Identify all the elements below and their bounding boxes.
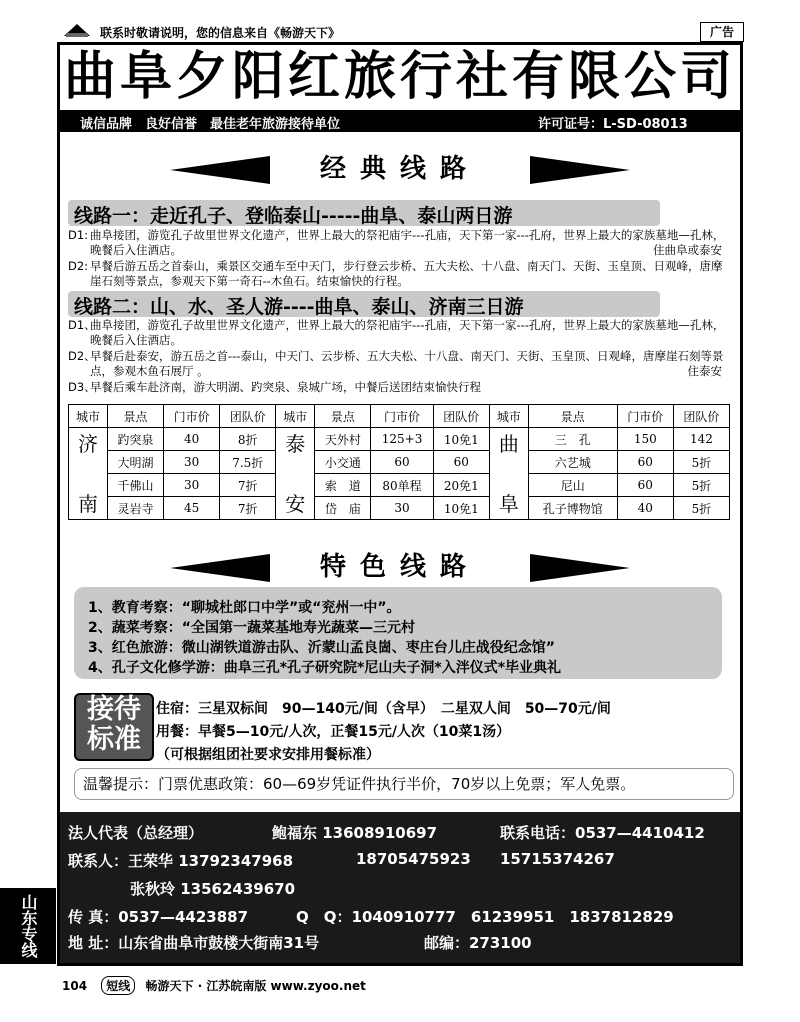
slogan: 诚信品牌 良好信誉 最佳老年旅游接待单位 xyxy=(80,117,341,132)
city-cell: 济 南 xyxy=(69,428,108,520)
classic-routes-title: 经典线路 xyxy=(319,154,480,184)
table-cell: 20免1 xyxy=(433,474,489,497)
legal-rep-label: 法人代表（总经理） xyxy=(68,824,204,842)
price-table xyxy=(68,404,730,520)
table-row xyxy=(69,428,730,451)
badge-line: 接待 xyxy=(87,694,141,725)
table-cell: 60 xyxy=(433,451,489,474)
company-name: 曲阜夕阳红旅行社有限公司 xyxy=(63,47,736,107)
header-cell: 景点 xyxy=(108,405,164,428)
table-cell: 三 孔 xyxy=(528,428,617,451)
table-cell: 60 xyxy=(371,451,433,474)
route1-title-bar xyxy=(68,200,660,226)
table-header-row xyxy=(69,405,730,428)
day-tag: D2: xyxy=(68,259,89,273)
table-cell: 8折 xyxy=(220,428,276,451)
route2-day2 xyxy=(68,349,730,379)
table-cell: 小交通 xyxy=(315,451,371,474)
day-text: 早餐后赴泰安，游五岳之首---泰山，中天门、云步桥、五大夫松、十八盘、南天门、天街、玉皇顶、日观峰，唐摩崖石刻等景点，参观木鱼石展厅 。 xyxy=(90,349,724,378)
city-cell: 曲 阜 xyxy=(489,428,528,520)
table-cell: 7折 xyxy=(220,474,276,497)
header-cell: 门市价 xyxy=(617,405,673,428)
table-cell: 40 xyxy=(164,428,220,451)
table-cell: 10免1 xyxy=(433,497,489,520)
day-stay: 住曲阜或泰安 xyxy=(653,243,722,257)
table-cell: 大明湖 xyxy=(108,451,164,474)
fax: 传 真：0537—4423887 xyxy=(68,908,249,926)
route2-day3 xyxy=(68,380,730,396)
table-cell: 千佛山 xyxy=(108,474,164,497)
table-cell: 60 xyxy=(617,451,673,474)
table-row xyxy=(69,451,730,474)
footer-text: 畅游天下 · 江苏皖南版 www.zyoo.net xyxy=(145,979,366,993)
header-cell: 门市价 xyxy=(164,405,220,428)
header-cell: 城市 xyxy=(276,405,315,428)
table-cell: 岱 庙 xyxy=(315,497,371,520)
day-text: 曲阜接团，游览孔子故里世界文化遗产，世界上最大的祭祀庙宇---孔庙，天下第一家---孔府，世界上最大的家族墓地—孔林，晚餐后入住酒店。 xyxy=(90,318,725,347)
day-text: 早餐后游五岳之首泰山，乘景区交通车至中天门，步行登云步桥、五大夫松、十八盘、南天门、天街、玉皇顶、日观峰，唐摩崖石刻等景点，参观天下第一奇石--木鱼石。结束愉快的行程。 xyxy=(90,259,723,288)
contact-mobile-3: 15715374267 xyxy=(500,850,615,868)
route1-title: 线路一：走近孔子、登临泰山-----曲阜、泰山两日游 xyxy=(74,205,513,227)
contact-person: 联系人：王荣华 13792347968 xyxy=(68,852,294,870)
table-cell: 150 xyxy=(617,428,673,451)
contact-phone: 联系电话：0537—4410412 xyxy=(500,824,705,842)
lodging-info: 住宿：三星双标间 90—140元/间（含早） 二星双人间 50—70元/间 xyxy=(156,701,611,717)
day-tag: D3、 xyxy=(68,380,96,394)
contact-mobile-2: 18705475923 xyxy=(356,850,471,868)
table-cell: 趵突泉 xyxy=(108,428,164,451)
table-cell: 7.5折 xyxy=(220,451,276,474)
reception-standard-badge xyxy=(74,693,154,761)
table-cell: 5折 xyxy=(673,451,729,474)
route1-day2 xyxy=(68,259,730,289)
special-item: 2、蔬菜考察：“全国第一蔬菜基地寿光蔬菜—三元村 xyxy=(88,620,415,636)
table-cell: 孔子博物馆 xyxy=(528,497,617,520)
day-tag: D2、 xyxy=(68,349,96,363)
page-footer xyxy=(62,976,366,995)
table-cell: 30 xyxy=(164,474,220,497)
special-item: 3、红色旅游：微山湖铁道游击队、沂蒙山孟良崮、枣庄台儿庄战役纪念馆” xyxy=(88,640,555,656)
table-cell: 30 xyxy=(164,451,220,474)
badge-line: 标准 xyxy=(87,724,141,755)
header-cell: 景点 xyxy=(528,405,617,428)
table-cell: 7折 xyxy=(220,497,276,520)
day-tag: D1: xyxy=(68,228,89,242)
route2-title: 线路二：山、水、圣人游----曲阜、泰山、济南三日游 xyxy=(74,296,524,318)
address: 地 址：山东省曲阜市鼓楼大街南31号 xyxy=(68,934,320,952)
special-item: 4、孔子文化修学游：曲阜三孔*孔子研究院*尼山夫子洞*入泮仪式*毕业典礼 xyxy=(88,660,562,676)
day-text: 早餐后乘车赴济南，游大明湖、趵突泉、泉城广场，中餐后送团结束愉快行程 xyxy=(90,380,481,394)
classic-routes-banner xyxy=(170,148,630,192)
qq: Q Q：1040910777 61239951 1837812829 xyxy=(296,908,674,926)
day-text: 曲阜接团，游览孔子故里世界文化遗产，世界上最大的祭祀庙宇---孔庙，天下第一家---孔府，世界上最大的家族墓地—孔林，晚餐后入住酒店。 xyxy=(90,228,725,257)
table-cell: 142 xyxy=(673,428,729,451)
table-cell: 80单程 xyxy=(371,474,433,497)
ticket-tip: 温馨提示：门票优惠政策：60—69岁凭证件执行半价，70岁以上免票；军人免票。 xyxy=(74,768,734,800)
table-cell: 125+3 xyxy=(371,428,433,451)
slogan-bar xyxy=(60,110,740,132)
route2-title-bar xyxy=(68,291,660,317)
table-cell: 尼山 xyxy=(528,474,617,497)
region-side-label: 山东专线 xyxy=(0,888,56,964)
header-cell: 景点 xyxy=(315,405,371,428)
route2-day1 xyxy=(68,318,730,348)
table-cell: 六艺城 xyxy=(528,451,617,474)
table-row xyxy=(69,497,730,520)
header-cell: 团队价 xyxy=(673,405,729,428)
day-stay: 住泰安 xyxy=(687,364,722,378)
source-notice: 联系时敬请说明，您的信息来自《畅游天下》 xyxy=(100,26,341,40)
table-cell: 灵岩寺 xyxy=(108,497,164,520)
table-cell: 天外村 xyxy=(315,428,371,451)
contact-person-2: 张秋玲 13562439670 xyxy=(130,880,296,898)
header-cell: 城市 xyxy=(69,405,108,428)
table-cell: 40 xyxy=(617,497,673,520)
day-tag: D1、 xyxy=(68,318,96,332)
table-cell: 索 道 xyxy=(315,474,371,497)
table-cell: 30 xyxy=(371,497,433,520)
city-cell: 泰 安 xyxy=(276,428,315,520)
page-number: 104 xyxy=(62,979,88,993)
special-routes-title: 特色线路 xyxy=(319,552,480,582)
table-cell: 60 xyxy=(617,474,673,497)
header-cell: 城市 xyxy=(489,405,528,428)
special-routes-banner xyxy=(170,546,630,590)
table-cell: 45 xyxy=(164,497,220,520)
meal-info: 用餐：早餐5—10元/人次，正餐15元/人次（10菜1汤） xyxy=(156,724,511,740)
header-cell: 门市价 xyxy=(371,405,433,428)
ad-tag: 广告 xyxy=(700,22,744,42)
table-cell: 10免1 xyxy=(433,428,489,451)
route1-day1 xyxy=(68,228,730,258)
license-number: 许可证号：L-SD-08013 xyxy=(538,117,688,132)
meal-note: （可根据组团社要求安排用餐标准） xyxy=(156,747,380,763)
table-cell: 5折 xyxy=(673,474,729,497)
header-cell: 团队价 xyxy=(220,405,276,428)
section-badge: 短线 xyxy=(101,976,135,995)
table-row xyxy=(69,474,730,497)
table-cell: 5折 xyxy=(673,497,729,520)
special-item: 1、教育考察：“聊城杜郎口中学”或“兖州一中”。 xyxy=(88,600,401,616)
contact-panel xyxy=(60,812,740,963)
header-cell: 团队价 xyxy=(433,405,489,428)
legal-rep-name: 鲍福东 13608910697 xyxy=(272,824,438,842)
zip-code: 邮编：273100 xyxy=(424,934,532,952)
magazine-logo-icon xyxy=(62,22,92,38)
